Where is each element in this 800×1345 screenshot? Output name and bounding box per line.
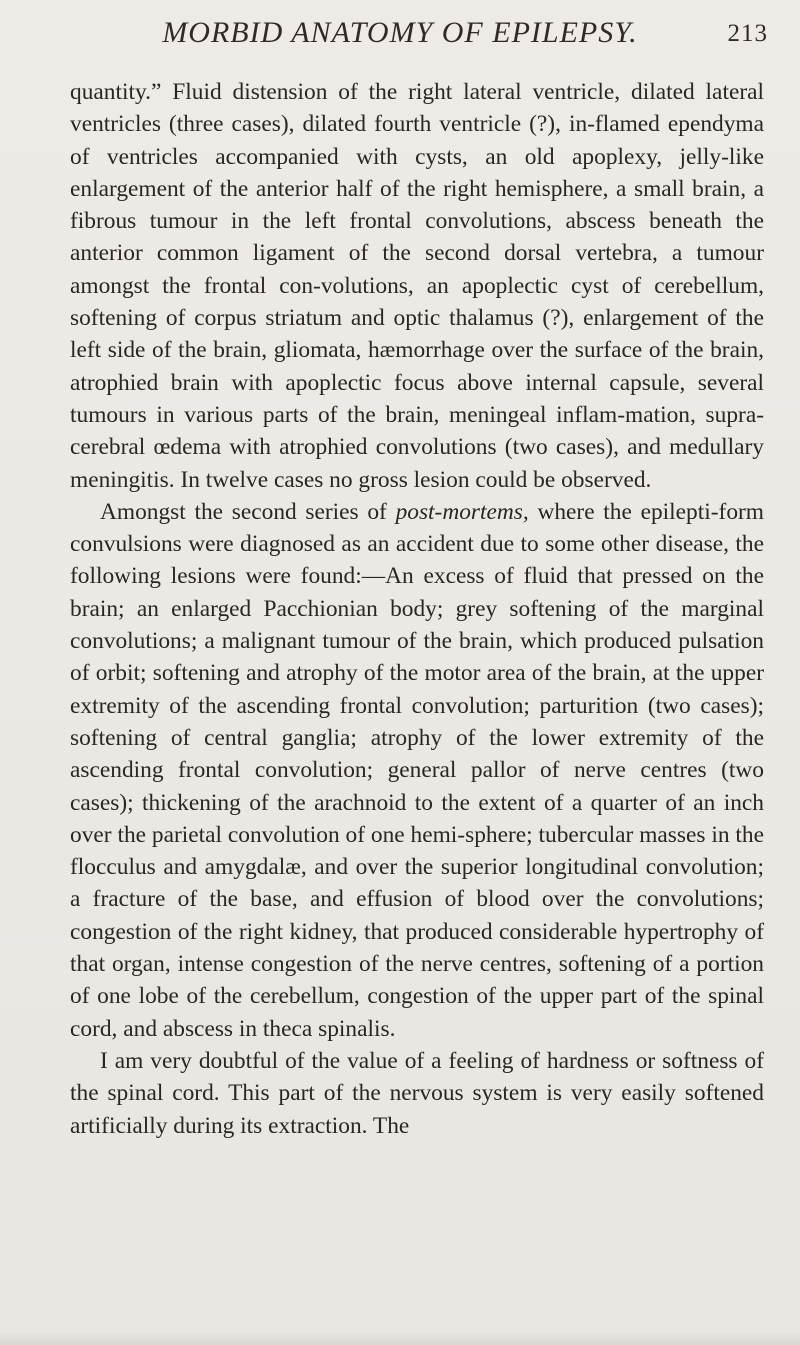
paragraph-2-body: where the epilepti-form convulsions were diagnosed as an accident due to some other disease, the following lesions were found:—An excess of fluid that pressed on the brain; an enlarged Pacchionian body; grey softening of the marginal convolutions; a malignant tumour of the brain, which produced pulsation of orbit; softening and atrophy of the motor area of the brain, at the upper extremity of the ascending frontal convolution; parturition (two cases); softening of central ganglia; atrophy of the lower extremity of the ascending frontal convolution; general pallor of nerve centres (two cases); thickening of the arachnoid to the extent of a quarter of an inch over the parietal convolution of one hemi-sphere; tubercular masses in the flocculus and amygdalæ, and over the superior longitudinal convolution; a fracture of the base, and effusion of blood over the convolutions; congestion of the right kidney, that produced considerable hypertrophy of that organ, intense congestion of the nerve centres, softening of a portion of one lobe of the cerebellum, congestion of the upper part of the spinal cord, and abscess in theca spinalis. (70, 498, 764, 1042)
page-bottom-edge (0, 1334, 800, 1345)
paragraph-2 (70, 496, 764, 1045)
body-text (70, 76, 764, 1142)
page-number: 213 (727, 20, 768, 47)
running-head (60, 14, 768, 54)
paragraph-2-lead: Amongst the second series of (100, 498, 396, 525)
paragraph-2-italic-term: post-mortems, (395, 498, 529, 525)
running-title: MORBID ANATOMY OF EPILEPSY. (162, 16, 638, 49)
paragraph-1: quantity.” Fluid distension of the right lateral ventricle, dilated lateral ventricles (three cases), dilated fourth ventricle (?), in-flamed ependyma of ventricles accompanied with cysts, an old apoplexy, jelly-like enlargement of the anterior half of the right hemisphere, a small brain, a fibrous tumour in the left frontal convolutions, abscess beneath the anterior common ligament of the second dorsal vertebra, a tumour amongst the frontal con-volutions, an apoplectic cyst of cerebellum, softening of corpus striatum and optic thalamus (?), enlargement of the left side of the brain, gliomata, hæmorrhage over the surface of the brain, atrophied brain with apoplectic focus above internal capsule, several tumours in various parts of the brain, meningeal inflam-mation, supra-cerebral œdema with atrophied convolutions (two cases), and medullary meningitis. In twelve cases no gross lesion could be observed. (70, 79, 764, 493)
paragraph-3: I am very doubtful of the value of a feeling of hardness or softness of the spinal cord. This part of the nervous system is very easily softened artificially during its extraction. The (70, 1047, 764, 1139)
